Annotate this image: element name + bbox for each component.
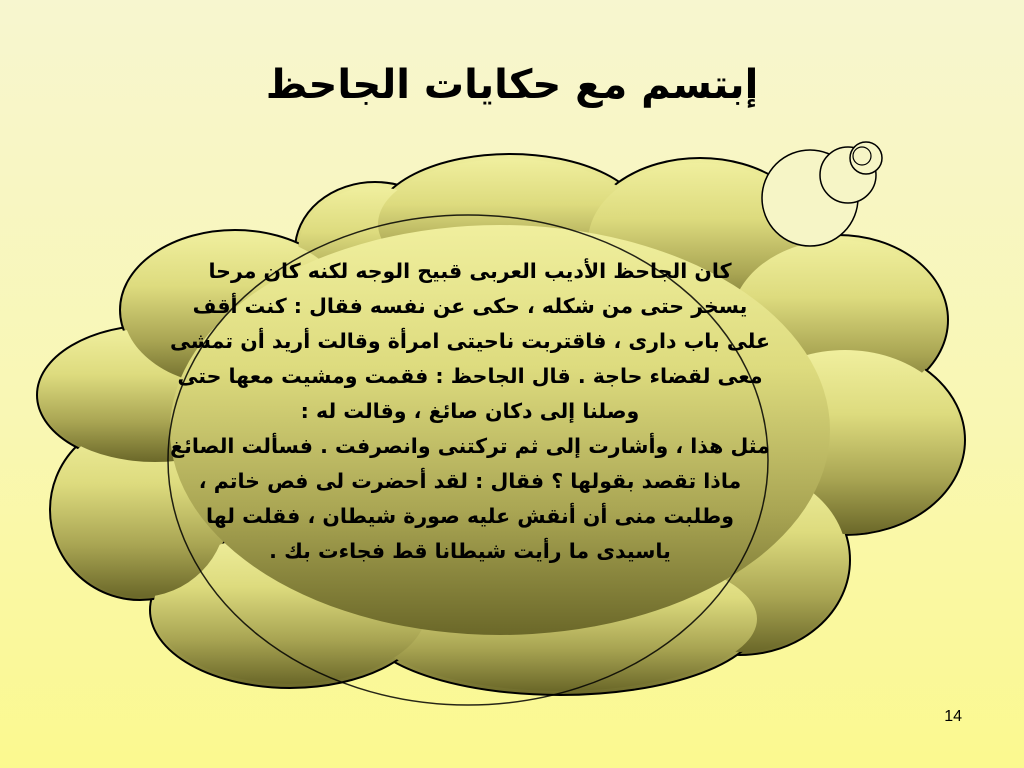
slide-title: إبتسم مع حكايات الجاحظ bbox=[265, 62, 759, 108]
story-paragraph-3: مثل هذا ، وأشارت إلى ثم تركتنى وانصرفت . فسألت الصائغ ماذا تقصد بقولها ؟ فقال : لقد أحضرت لى فص خاتم ، وطلبت منى أن أنقش عليه صورة شيطان ، فقلت لها ياسيدى ما رأيت شيطانا قط فجاءت بك . bbox=[170, 434, 770, 563]
thought-bubbles bbox=[762, 142, 882, 246]
slide-number: 14 bbox=[944, 708, 962, 725]
story-text bbox=[170, 254, 770, 569]
story-paragraph-1: كان الجاحظ الأديب العربى قبيح الوجه لكنه كان مرحا bbox=[208, 259, 732, 283]
story-paragraph-2: يسخر حتى من شكله ، حكى عن نفسه فقال : كنت أقف على باب دارى ، فاقتربت ناحيتى امرأة وقالت أريد أن تمشى معى لقضاء حاجة . قال الجاحظ : فقمت ومشيت معها حتى وصلنا إلى دكان صائغ ، وقالت له : bbox=[170, 294, 770, 423]
